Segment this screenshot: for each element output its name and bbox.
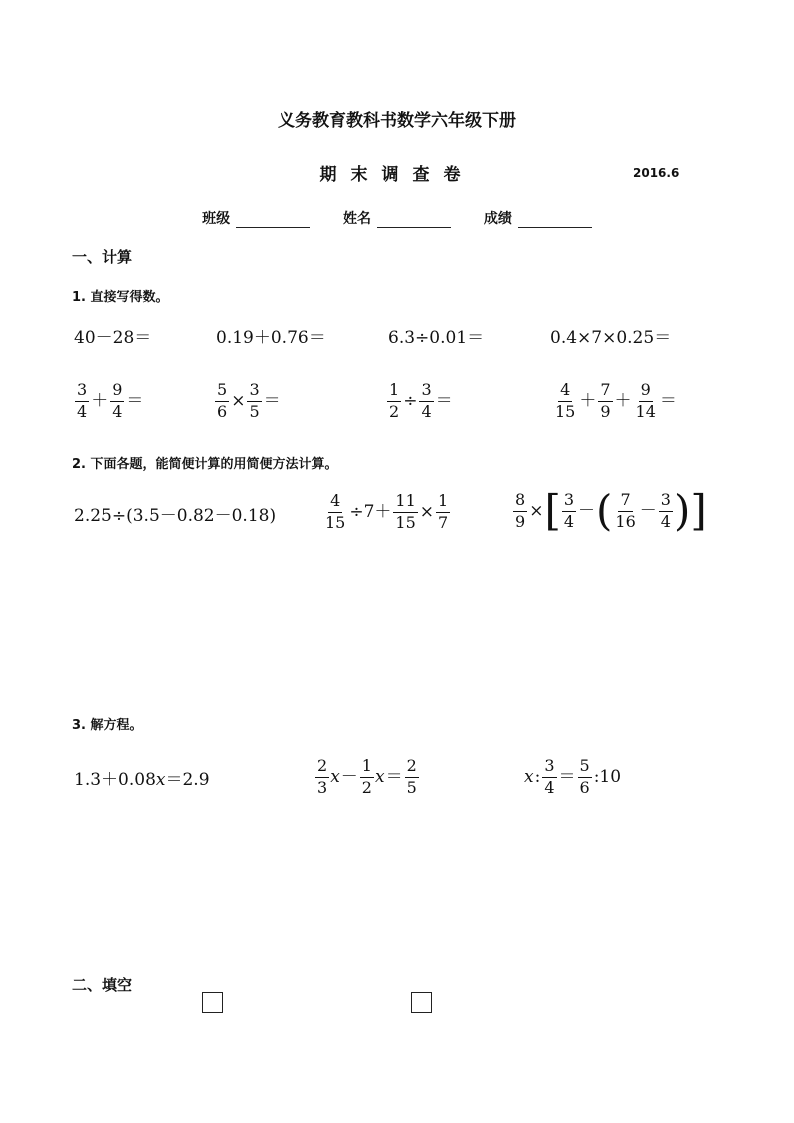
q1-expr-5: $\frac{3}{4}$ ＋ $\frac{9}{4}$ ＝ [77, 380, 144, 421]
fraction: $\frac{1}{2}$ [389, 380, 400, 421]
fraction: $\frac{4}{15}$ [555, 380, 576, 421]
section-2-title: 二、填空 [72, 976, 133, 994]
fraction: $\frac{5}{6}$ [579, 756, 590, 797]
left-bracket: [ [544, 486, 561, 535]
fraction: $\frac{3}{4}$ [421, 380, 432, 421]
q2-expr-3: $\frac{8}{9}$ ×[ $\frac{3}{4}$ －( $\frac{7}{16}$ － $\frac{3}{4}$ )] [515, 486, 707, 535]
question-1-label: 1. 直接写得数。 [72, 290, 169, 305]
fraction: $\frac{3}{4}$ [660, 489, 671, 531]
score-blank[interactable] [518, 213, 592, 228]
question-3-label: 3. 解方程。 [72, 718, 143, 733]
q2-expr-1: 2.25÷(3.5－0.82－0.18) [74, 506, 277, 526]
q2-expr-2: $\frac{4}{15}$ ÷7＋ $\frac{11}{15}$ × $\frac{1}{7}$ [325, 491, 449, 532]
fraction: $\frac{4}{15}$ [325, 491, 346, 532]
student-info-row [0, 208, 794, 228]
fraction: $\frac{3}{4}$ [77, 380, 88, 421]
q1-expr-1: 40－28＝ [74, 328, 152, 348]
fraction: $\frac{3}{4}$ [563, 489, 575, 531]
fraction: $\frac{5}{6}$ [217, 380, 228, 421]
class-blank[interactable] [236, 213, 310, 228]
score-field [484, 208, 592, 228]
section-1-title: 一、计算 [72, 248, 133, 266]
answer-box[interactable] [411, 992, 432, 1013]
fraction: $\frac{1}{7}$ [438, 491, 449, 532]
fraction: $\frac{8}{9}$ [515, 489, 526, 531]
fraction: $\frac{9}{4}$ [112, 380, 123, 421]
q1-expr-2: 0.19＋0.76＝ [216, 328, 326, 348]
document-subtitle: 期末调查卷 [319, 165, 475, 185]
left-paren: ( [596, 486, 613, 535]
document-title: 义务教育教科书数学六年级下册 [278, 111, 516, 131]
fraction: $\frac{2}{3}$ [317, 756, 328, 797]
right-paren: ) [673, 486, 691, 535]
q1-expr-4: 0.4×7×0.25＝ [550, 328, 672, 348]
q1-expr-3: 6.3÷0.01＝ [388, 328, 485, 348]
fraction: $\frac{3}{4}$ [544, 756, 555, 797]
fraction: $\frac{3}{5}$ [249, 380, 260, 421]
fraction: $\frac{9}{14}$ [635, 380, 656, 421]
q3-expr-3: x: $\frac{3}{4}$ ＝ $\frac{5}{6}$ :10 [524, 756, 622, 797]
q1-expr-8: $\frac{4}{15}$ ＋ $\frac{7}{9}$ ＋ $\frac{9}{14}$ ＝ [555, 380, 677, 421]
fraction: $\frac{1}{2}$ [361, 756, 372, 797]
q1-expr-6: $\frac{5}{6}$ × $\frac{3}{5}$ ＝ [217, 380, 281, 421]
q1-expr-7: $\frac{1}{2}$ ÷ $\frac{3}{4}$ ＝ [389, 380, 453, 421]
name-blank[interactable] [377, 213, 451, 228]
question-2-label: 2. 下面各题，能简便计算的用简便方法计算。 [72, 457, 338, 472]
right-bracket: ] [690, 486, 707, 535]
score-label: 成绩 [483, 211, 512, 227]
fraction: $\frac{11}{15}$ [395, 491, 416, 532]
name-field [343, 208, 451, 228]
fraction: $\frac{2}{5}$ [406, 756, 417, 797]
fraction: $\frac{7}{16}$ [615, 489, 636, 531]
exam-date: 2016.6 [633, 166, 680, 180]
name-label: 姓名 [343, 211, 371, 227]
q3-expr-1: 1.3＋0.08x＝2.9 [74, 770, 210, 790]
class-label: 班级 [202, 211, 231, 227]
q3-expr-2: $\frac{2}{3}$ x－ $\frac{1}{2}$ x＝ $\frac{2}{5}$ [317, 756, 417, 797]
answer-box[interactable] [202, 992, 223, 1013]
class-field [202, 208, 310, 228]
fraction: $\frac{7}{9}$ [600, 380, 611, 421]
